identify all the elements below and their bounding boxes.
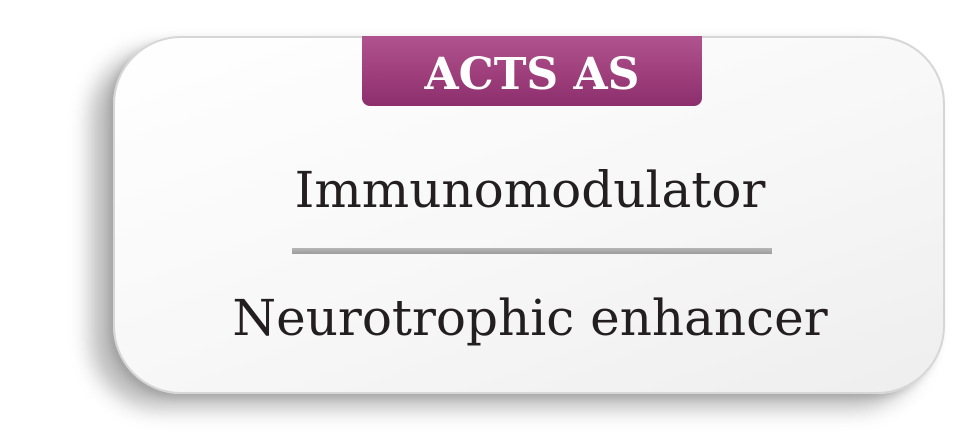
item-neurotrophic-enhancer: Neurotrophic enhancer	[232, 289, 828, 347]
divider	[292, 248, 772, 254]
acts-as-badge: ACTS AS	[362, 36, 702, 106]
item-immunomodulator: Immunomodulator	[294, 161, 766, 219]
